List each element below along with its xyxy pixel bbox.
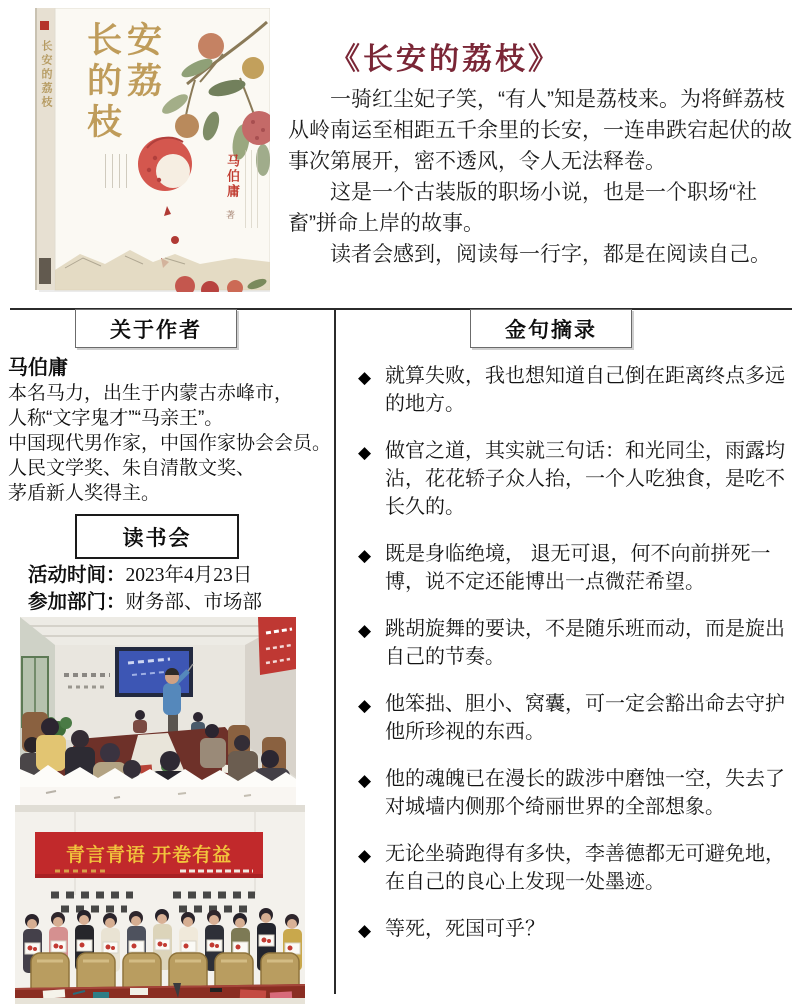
quotes-label: 金句摘录 <box>505 318 597 342</box>
book-title-row: 长安 <box>87 21 168 60</box>
book-title-vertical <box>87 20 167 143</box>
intro-paragraph: 这是一个古装版的职场小说，也是一个职场“社畜”拼命上岸的故事。 <box>288 181 757 235</box>
book-intro <box>288 84 796 270</box>
quote-text: 做官之道，其实就三句话：和光同尘，雨露均沾，花花轿子众人抬，一个人吃独食，是吃不长久的。 <box>385 440 785 518</box>
book-spine-title: 长安的荔枝 <box>40 40 52 110</box>
diamond-bullet: ◆ <box>358 443 372 462</box>
quote-item <box>358 915 796 945</box>
quote-item <box>358 362 796 418</box>
quote-text: 他的魂魄已在漫长的跋涉中磨蚀一空，失去了对城墙内侧那个绮丽世界的全部想象。 <box>385 768 785 818</box>
photo-reading-session <box>20 617 296 807</box>
about-author-header <box>75 309 237 348</box>
quote-text: 跳胡旋舞的要诀，不是随乐班而动，而是旋出自己的节奏。 <box>385 618 785 668</box>
reading-club-header <box>75 514 239 559</box>
field-label: 参加部门： <box>28 591 126 613</box>
banner-text: 青言青语 开卷有益 <box>65 845 233 866</box>
quote-item <box>358 765 796 821</box>
quote-text: 等死，死国可乎？ <box>385 918 545 940</box>
reading-club-info <box>28 562 262 616</box>
reading-club-label: 读书会 <box>122 526 192 550</box>
quote-text: 他笨拙、胆小、窝囊，可一定会豁出命去守护他所珍视的东西。 <box>385 693 785 743</box>
quote-item <box>358 690 796 746</box>
club-field <box>28 562 262 589</box>
field-value: 财务部、市场部 <box>125 592 263 613</box>
diamond-bullet: ◆ <box>358 771 372 790</box>
quote-item <box>358 540 796 596</box>
author-seal: 马伯庸 <box>225 154 240 199</box>
intro-paragraph: 一骑红尘妃子笑，“有人”知是荔枝来。为将鲜荔枝从岭南运至相距五千余里的长安，一连串跌宕起伏的故事次第展开，密不透风，令人无法释卷。 <box>288 88 792 173</box>
author-line: 本名马力，出生于内蒙古赤峰市， <box>8 383 294 404</box>
author-line: 茅盾新人奖得主。 <box>8 483 161 504</box>
author-line: 中国现代男作家，中国作家协会会员。 <box>8 433 332 454</box>
author-info <box>8 356 338 506</box>
diamond-bullet: ◆ <box>358 368 372 387</box>
quotes-header <box>470 309 632 348</box>
diamond-bullet: ◆ <box>358 621 372 640</box>
quote-text: 就算失败，我也想知道自己倒在距离终点多远的地方。 <box>385 365 785 415</box>
field-value: 2023年4月23日 <box>125 565 253 586</box>
cover-sidenote-lines <box>245 150 259 228</box>
quote-item <box>358 615 796 671</box>
cover-caption-lines <box>105 154 127 188</box>
diamond-bullet: ◆ <box>358 846 372 865</box>
diamond-bullet: ◆ <box>358 921 372 940</box>
club-field <box>28 589 262 616</box>
diamond-bullet: ◆ <box>358 696 372 715</box>
diamond-bullet: ◆ <box>358 546 372 565</box>
author-line: 人称“文字鬼才”“马亲王”。 <box>8 408 224 429</box>
photo-group <box>15 805 305 1004</box>
quote-item <box>358 437 796 521</box>
field-label: 活动时间： <box>28 564 126 586</box>
book-title-row: 的荔 <box>87 62 168 101</box>
quote-text: 既是身临绝境， 退无可退，何不向前拼死一博，说不定还能博出一点微茫希望。 <box>385 543 771 593</box>
author-name: 马伯庸 <box>8 357 68 379</box>
author-seal-suffix: 著 <box>226 210 236 220</box>
book-title-row: 枝 <box>87 103 128 142</box>
book-cover-image <box>35 8 270 292</box>
intro-paragraph: 读者会感到，阅读每一行字，都是在阅读自己。 <box>330 243 771 266</box>
author-line: 人民文学奖、朱自清散文奖、 <box>8 458 256 479</box>
page-title: 《长安的荔枝》 <box>330 43 561 77</box>
about-author-label: 关于作者 <box>110 318 202 342</box>
quotes-list <box>358 362 796 945</box>
quote-text: 无论坐骑跑得有多快，李善德都无可避免地，在自己的良心上发现一处墨迹。 <box>385 843 785 893</box>
quote-item <box>358 840 796 896</box>
